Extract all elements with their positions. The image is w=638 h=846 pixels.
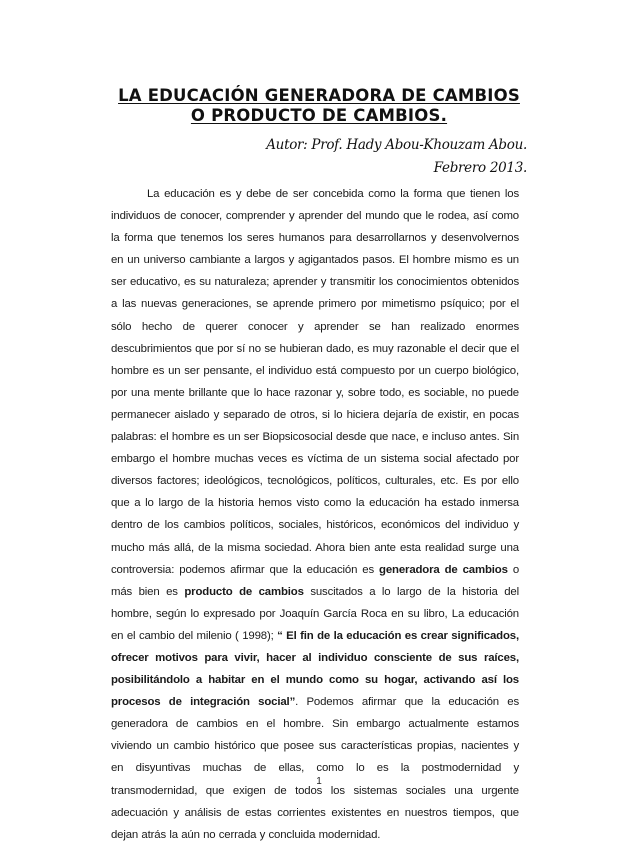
bold-phrase-generadora: generadora de cambios <box>379 563 508 576</box>
author-line: Autor: Prof. Hady Abou-Khouzam Abou. <box>266 137 527 153</box>
text-segment-3: suscitados a lo largo de la historia del hombre, según lo expresado por Joaquín García Roca en su libro, La educación en el cambio del milenio ( 1998); <box>111 585 519 642</box>
author-block <box>266 134 527 180</box>
title-line-2: O PRODUCTO DE CAMBIOS. <box>190 106 448 125</box>
body-paragraph <box>111 183 519 846</box>
bold-phrase-producto: producto de cambios <box>184 585 304 598</box>
title-line-1: LA EDUCACIÓN GENERADORA DE CAMBIOS <box>118 86 520 105</box>
text-segment-4: . Podemos afirmar que la educación es generadora de cambios en el hombre. Sin embargo actualmente estamos viviendo un cambio histórico que posee sus características propias, nacientes y en disyuntivas muchas de ellas, como lo es la postmodernidad y transmodernidad, que exigen de todos los sistemas sociales una urgente adecuación y análisis de estas corrientes existentes en nuestros tiempos, que dejan atrás la aún no cerrada y concluida modernidad. <box>111 696 519 841</box>
text-segment-1: La educación es y debe de ser concebida como la forma que tienen los individuos de conocer, comprender y aprender del mundo que le rodea, así como la forma que tenemos los seres humanos para desarrollarnos y desenvolvernos en un universo cambiante a largos y agigantados pasos. El hombre mismo es un ser educativo, es su naturaleza; aprender y transmitir los conocimientos obtenidos a las nuevas generaciones, se aprende primero por mimetismo psíquico; por el sólo hecho de querer conocer y aprender se han realizado enormes descubrimientos que por sí no se hubieran dado, es muy razonable el decir que el hombre es un ser pensante, el individuo está compuesto por un cuerpo biológico, por una mente brillante que lo hace razonar y, sobre todo, es sociable, no puede permanecer aislado y separado de otros, si lo hiciera dejaría de existir, en pocas palabras: el hombre es un ser Biopsicosocial desde que nace, e incluso antes. Sin embargo el hombre muchas veces es víctima de un sistema social afectado por diversos factores; ideológicos, tecnológicos, políticos, culturales, etc. Es por ello que a lo largo de la historia hemos visto como la educación ha estado inmersa dentro de los cambios políticos, sociales, históricos, económicos del individuo y mucho más allá, de la misma sociedad. Ahora bien ante esta realidad surge una controversia: podemos afirmar que la educación es <box>111 188 519 576</box>
text-segment-2: o más bien es <box>111 563 519 598</box>
date-line: Febrero 2013. <box>433 160 527 176</box>
bold-quote: “ El fin de la educación es crear significados, ofrecer motivos para vivir, hacer al individuo consciente de sus raíces, posibilitándolo a habitar en el mundo como su hogar, activando así los procesos de integración social” <box>111 629 519 709</box>
page-number: 1 <box>316 776 322 787</box>
document-title <box>110 86 528 126</box>
